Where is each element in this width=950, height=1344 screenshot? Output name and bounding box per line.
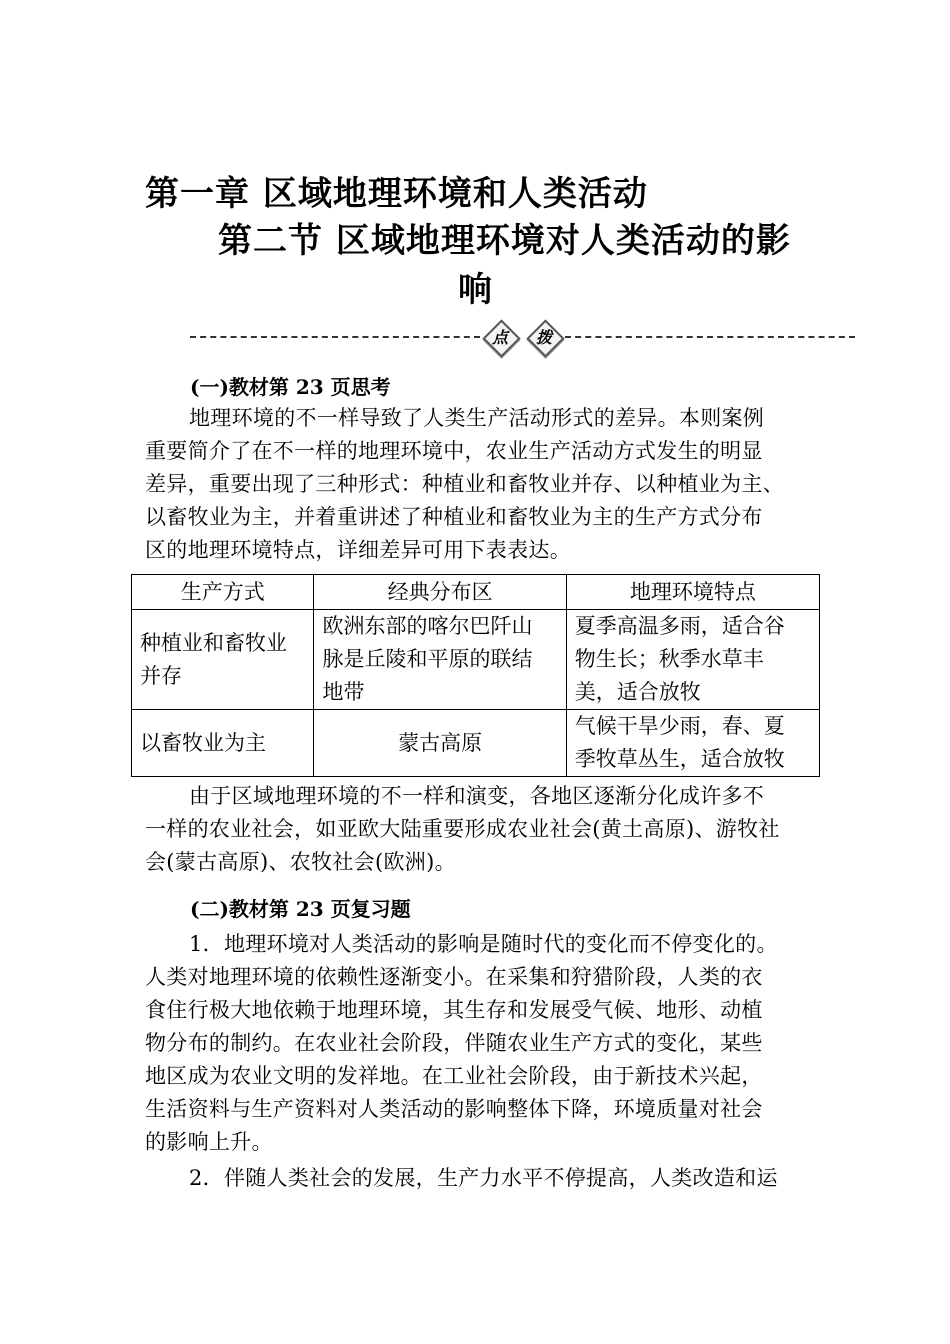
cell-line: 季牧草丛生，适合放牧 (574, 747, 785, 771)
section-title: 第二节 区域地理环境对人类活动的影 (218, 221, 791, 261)
section-title-continued: 响 (458, 270, 492, 310)
table-row (132, 710, 820, 777)
cell-line: 夏季高温多雨，适合谷 (574, 614, 785, 638)
cell-line: 脉是丘陵和平原的联结 (322, 647, 533, 671)
table-header-cell: 经典分布区 (314, 575, 566, 610)
part1-intro-paragraph (145, 402, 813, 567)
cell-line: 物生长；秋季水草丰 (574, 647, 764, 671)
text-line: 2．伴随人类社会的发展，生产力水平不停提高，人类改造和运 (189, 1166, 778, 1190)
production-mode-table (131, 574, 820, 777)
table-cell-mode (132, 710, 314, 777)
table-cell-mode (132, 610, 314, 710)
text-line: 区的地理环境特点，详细差异可用下表表达。 (145, 538, 571, 562)
table-header-row (132, 575, 820, 610)
part2-heading: (二)教材第 23 页复习题 (190, 897, 411, 921)
table-header-cell: 地理环境特点 (566, 575, 819, 610)
text-line: 重要简介了在不一样的地理环境中，农业生产活动方式发生的明显 (145, 439, 763, 463)
table-cell-region (314, 710, 566, 777)
cell-line: 蒙古高原 (398, 730, 483, 755)
text-line: 食住行极大地依赖于地理环境，其生存和发展受气候、地形、动植 (145, 998, 763, 1022)
text-line: 生活资料与生产资料对人类活动的影响整体下降，环境质量对社会 (145, 1097, 763, 1121)
cell-line: 并存 (140, 663, 182, 688)
text-line: 以畜牧业为主，并着重讲述了种植业和畜牧业为主的生产方式分布 (145, 505, 763, 529)
text-line: 由于区域地理环境的不一样和演变，各地区逐渐分化成许多不 (189, 784, 765, 808)
cell-line: 种植业和畜牧业 (140, 630, 287, 655)
text-line: 人类对地理环境的依赖性逐渐变小。在采集和狩猎阶段，人类的衣 (145, 965, 763, 989)
cell-line: 气候干旱少雨，春、夏 (574, 714, 785, 738)
badge-char: 点 (491, 328, 508, 347)
text-line: 的影响上升。 (145, 1130, 273, 1154)
text-line: 会(蒙古高原)、农牧社会(欧洲)。 (145, 850, 456, 874)
badge-bo (526, 320, 562, 354)
dashed-rule-right (565, 336, 855, 338)
text-line: 地区成为农业文明的发祥地。在工业社会阶段，由于新技术兴起， (145, 1064, 763, 1088)
text-line: 差异，重要出现了三种形式：种植业和畜牧业并存、以种植业为主、 (145, 472, 784, 496)
cell-line: 以畜牧业为主 (140, 730, 266, 755)
table-cell-features (566, 710, 819, 777)
part2-answer-2 (145, 1162, 813, 1195)
part2-answer-1 (145, 928, 813, 1159)
table-header-cell: 生产方式 (132, 575, 314, 610)
chapter-title: 第一章 区域地理环境和人类活动 (145, 174, 648, 214)
part1-after-paragraph (145, 780, 813, 879)
cell-line: 美，适合放牧 (574, 680, 701, 704)
badge-dian (482, 320, 518, 354)
table-cell-region (314, 610, 566, 710)
table-row (132, 610, 820, 710)
text-line: 地理环境的不一样导致了人类生产活动形式的差异。本则案例 (189, 406, 765, 430)
cell-line: 地带 (322, 680, 365, 704)
badge-char: 拨 (535, 328, 552, 347)
section-divider (190, 320, 855, 354)
dashed-rule-left (190, 336, 480, 338)
text-line: 一样的农业社会，如亚欧大陆重要形成农业社会(黄土高原)、游牧社 (145, 817, 780, 841)
text-line: 物分布的制约。在农业社会阶段，伴随农业生产方式的变化，某些 (145, 1031, 763, 1055)
table-cell-features (566, 610, 819, 710)
part1-heading: (一)教材第 23 页思考 (190, 375, 391, 399)
text-line: 1．地理环境对人类活动的影响是随时代的变化而不停变化的。 (189, 932, 778, 956)
cell-line: 欧洲东部的喀尔巴阡山 (322, 614, 533, 638)
